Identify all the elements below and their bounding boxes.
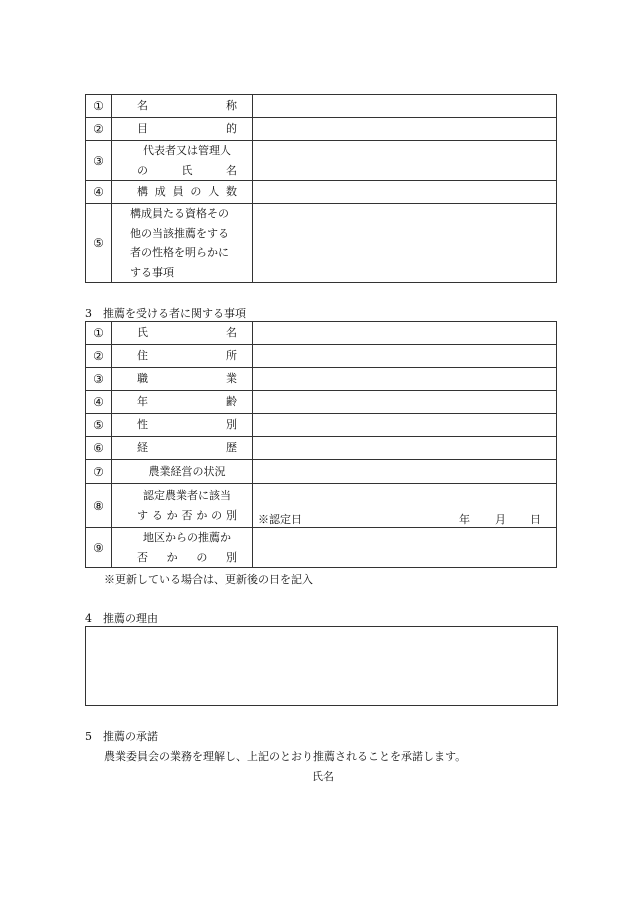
organization-table (85, 94, 557, 283)
table-row (86, 484, 557, 528)
year-label: 年 (459, 513, 470, 526)
row-label: 職 業 (112, 368, 253, 391)
row-number: ④ (86, 181, 112, 204)
table-row (86, 437, 557, 460)
row-label: 代表者又は管理人 の 氏 名 (112, 141, 253, 181)
section-heading: 3 推薦を受ける者に関する事項 (85, 307, 246, 320)
row-number: ⑦ (86, 460, 112, 484)
reason-textarea[interactable] (85, 626, 558, 706)
name-field[interactable] (253, 95, 557, 118)
row-number: ⑥ (86, 437, 112, 460)
row-number: ④ (86, 391, 112, 414)
certified-farmer-field[interactable] (253, 484, 557, 528)
row-number: ⑨ (86, 528, 112, 568)
qualification-field[interactable] (253, 204, 557, 283)
table-row (86, 391, 557, 414)
row-number: ① (86, 322, 112, 345)
row-label: 氏 名 (112, 322, 253, 345)
row-number: ② (86, 118, 112, 141)
age-field[interactable] (253, 391, 557, 414)
signature-label: 氏名 (312, 770, 334, 783)
month-label: 月 (495, 513, 506, 526)
row-label: 目 的 (112, 118, 253, 141)
row-label: 構 成 員 の 人 数 (112, 181, 253, 204)
representative-name-field[interactable] (253, 141, 557, 181)
row-label: 性 別 (112, 414, 253, 437)
purpose-field[interactable] (253, 118, 557, 141)
row-number: ① (86, 95, 112, 118)
table-row (86, 141, 557, 181)
row-label: 経 歴 (112, 437, 253, 460)
member-count-field[interactable] (253, 181, 557, 204)
table-row (86, 322, 557, 345)
row-label: 地区からの推薦か 否 か の 別 (112, 528, 253, 568)
table-row (86, 181, 557, 204)
table-row (86, 345, 557, 368)
row-label: 名 称 (112, 95, 253, 118)
row-number: ③ (86, 368, 112, 391)
row-label: 年 齢 (112, 391, 253, 414)
day-label: 日 (530, 513, 541, 526)
career-field[interactable] (253, 437, 557, 460)
row-number: ⑤ (86, 414, 112, 437)
farm-status-field[interactable] (253, 460, 557, 484)
table-row (86, 204, 557, 283)
row-label: 構成員たる資格その 他の当該推薦をする 者の性格を明らかに する事項 (112, 204, 253, 283)
nominee-table (85, 321, 557, 568)
table-row (86, 95, 557, 118)
table-row (86, 118, 557, 141)
table-row (86, 414, 557, 437)
table-row (86, 528, 557, 568)
row-label: 住 所 (112, 345, 253, 368)
row-label: 認定農業者に該当 す る か 否 か の 別 (112, 484, 253, 528)
section-heading: 5 推薦の承諾 (85, 730, 158, 743)
gender-field[interactable] (253, 414, 557, 437)
row-number: ⑤ (86, 204, 112, 283)
table-row (86, 460, 557, 484)
district-recommendation-field[interactable] (253, 528, 557, 568)
update-note: ※更新している場合は、更新後の日を記入 (104, 573, 313, 586)
address-field[interactable] (253, 345, 557, 368)
occupation-field[interactable] (253, 368, 557, 391)
consent-statement: 農業委員会の業務を理解し、上記のとおり推薦されることを承諾します。 (104, 750, 467, 763)
section-heading: 4 推薦の理由 (85, 612, 158, 625)
row-number: ② (86, 345, 112, 368)
nominee-name-field[interactable] (253, 322, 557, 345)
row-label: 農業経営の状況 (112, 460, 253, 484)
table-row (86, 368, 557, 391)
row-number: ⑧ (86, 484, 112, 528)
certification-date-label: ※認定日 (258, 513, 302, 526)
row-number: ③ (86, 141, 112, 181)
